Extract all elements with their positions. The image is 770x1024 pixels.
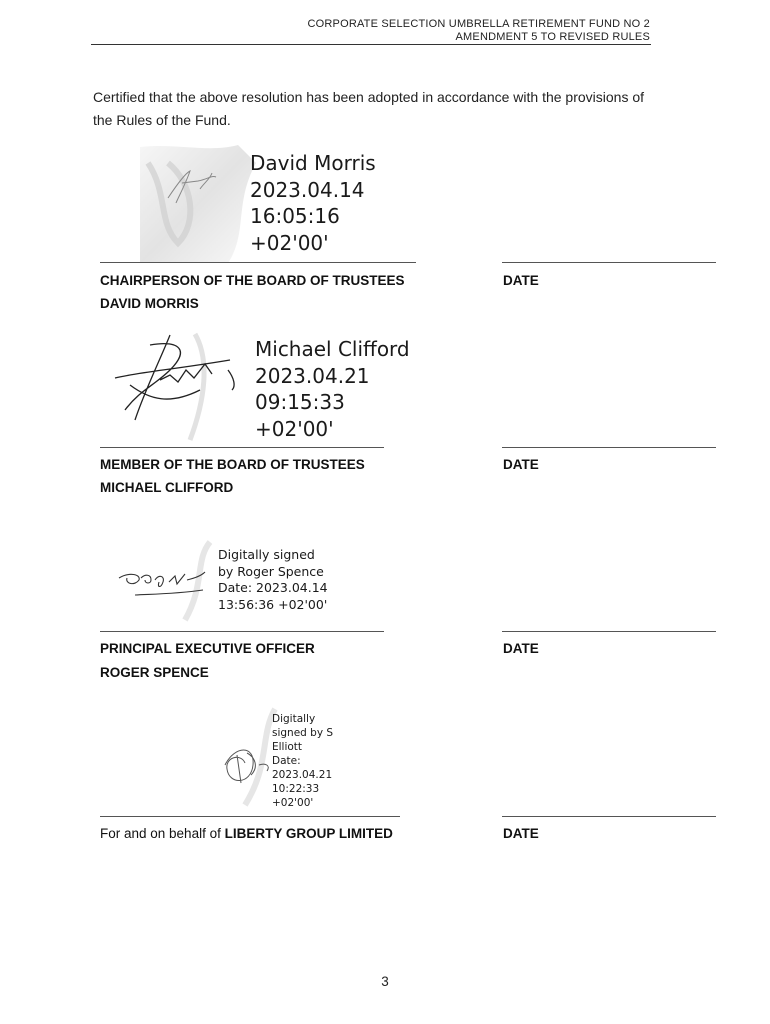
header-rule: [91, 44, 651, 45]
date-line: [502, 816, 716, 817]
date-line: [502, 262, 716, 263]
date-line: [502, 631, 716, 632]
behalf-prefix: For and on behalf of: [100, 826, 225, 841]
signature-david-morris: [138, 143, 258, 265]
page-number: 3: [381, 974, 389, 989]
stamp-line: Date:: [272, 755, 301, 767]
stamp-line: 16:05:16: [250, 204, 340, 228]
signature-line: [100, 816, 400, 817]
company-name: LIBERTY GROUP LIMITED: [224, 826, 393, 841]
stamp-line: Michael Clifford: [255, 337, 410, 361]
stamp-line: +02'00': [255, 416, 334, 441]
stamp-line: 2023.04.21: [272, 769, 333, 781]
signature-michael-clifford: [110, 330, 260, 445]
digital-stamp-michael-clifford: [255, 336, 410, 442]
stamp-line: Digitally signed: [218, 547, 315, 562]
digital-stamp-david-morris: [250, 150, 376, 256]
header-amendment: AMENDMENT 5 TO REVISED RULES: [455, 31, 650, 43]
signatory-name: ROGER SPENCE: [100, 665, 209, 680]
date-label: DATE: [503, 641, 539, 656]
stamp-line: by Roger Spence: [218, 563, 324, 579]
date-label: DATE: [503, 826, 539, 841]
signature-line: [100, 447, 384, 448]
date-line: [502, 447, 716, 448]
document-header: [307, 18, 650, 44]
stamp-line: 2023.04.21: [255, 363, 370, 388]
stamp-line: Elliott: [272, 741, 303, 753]
digital-stamp-roger-spence: [218, 547, 328, 613]
signature-roger-spence: [115, 540, 225, 625]
signatory-title: MEMBER OF THE BOARD OF TRUSTEES: [100, 457, 365, 472]
signatory-name: DAVID MORRIS: [100, 296, 199, 311]
stamp-line: +02'00': [272, 797, 314, 809]
stamp-line: +02'00': [250, 230, 329, 255]
stamp-line: 10:22:33: [272, 783, 320, 795]
digital-stamp-s-elliott: [272, 712, 333, 810]
stamp-line: 13:56:36 +02'00': [218, 596, 328, 612]
stamp-line: 2023.04.14: [250, 177, 365, 202]
stamp-line: David Morris: [250, 151, 376, 175]
signatory-title: PRINCIPAL EXECUTIVE OFFICER: [100, 641, 315, 656]
signatory-title: CHAIRPERSON OF THE BOARD OF TRUSTEES: [100, 273, 405, 288]
signatory-title: [100, 826, 393, 841]
signature-line: [100, 631, 384, 632]
stamp-line: Date: 2023.04.14: [218, 580, 328, 595]
certification-text: Certified that the above resolution has been adopted in accordance with the provisions of the Rules of the Fund.: [93, 89, 645, 128]
signatory-name: MICHAEL CLIFFORD: [100, 480, 234, 495]
signature-line: [100, 262, 416, 263]
stamp-line: signed by S: [272, 727, 334, 739]
date-label: DATE: [503, 273, 539, 288]
date-label: DATE: [503, 457, 539, 472]
header-fund-name: CORPORATE SELECTION UMBRELLA RETIREMENT FUND NO 2: [307, 18, 650, 30]
stamp-line: 09:15:33: [255, 390, 345, 414]
stamp-line: Digitally: [272, 713, 316, 725]
